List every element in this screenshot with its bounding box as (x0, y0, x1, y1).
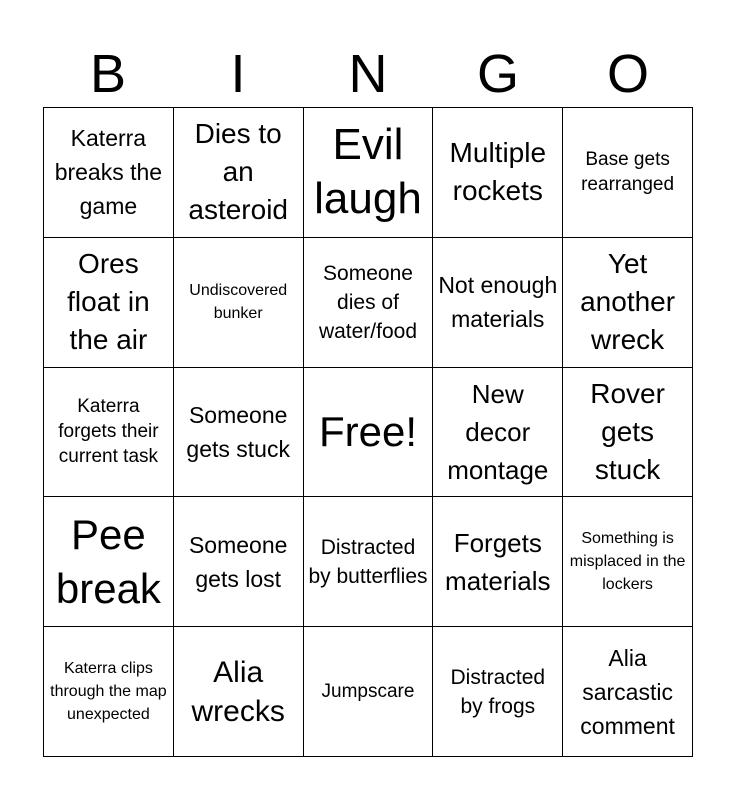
cell-text: Katerra breaks the game (54, 125, 163, 220)
cell-text: Katerra forgets their current task (58, 396, 159, 468)
cell-text: Someone gets lost (188, 531, 288, 592)
cell-text: Ores float in the air (67, 248, 150, 356)
bingo-cell-4-4[interactable] (433, 497, 563, 627)
bingo-cell-2-4[interactable] (433, 238, 563, 368)
bingo-cell-3-4[interactable] (433, 368, 563, 498)
bingo-cell-2-2[interactable] (174, 238, 304, 368)
bingo-cell-5-5[interactable] (563, 627, 693, 757)
header-letter-n: N (348, 44, 388, 104)
cell-text: Someone dies of water/food (318, 261, 418, 343)
cell-text: Pee break (55, 510, 161, 612)
cell-text: Distracted by frogs (450, 665, 546, 718)
cell-text: Someone gets stuck (186, 401, 290, 462)
bingo-cell-2-1[interactable] (44, 238, 174, 368)
bingo-cell-3-2[interactable] (174, 368, 304, 498)
bingo-cell-1-4[interactable] (433, 108, 563, 238)
cell-text: Distracted by butterflies (308, 535, 428, 588)
bingo-cell-5-1[interactable] (44, 627, 174, 757)
bingo-cell-5-4[interactable] (433, 627, 563, 757)
bingo-cell-4-2[interactable] (174, 497, 304, 627)
cell-text: Free! (318, 407, 417, 455)
cell-text: New decor montage (447, 378, 549, 485)
cell-text: Multiple rockets (449, 137, 547, 207)
cell-text: Base gets rearranged (581, 149, 675, 196)
cell-text: Undiscovered bunker (189, 282, 288, 323)
cell-text: Evil laugh (314, 120, 422, 224)
bingo-cell-3-5[interactable] (563, 368, 693, 498)
cell-text: Alia sarcastic comment (580, 644, 675, 739)
bingo-cell-1-3[interactable] (304, 108, 434, 238)
cell-text: Yet another wreck (580, 248, 676, 356)
bingo-cell-3-3[interactable] (304, 368, 434, 498)
cell-text: Jumpscare (321, 681, 415, 703)
bingo-grid (43, 107, 693, 757)
cell-text: Something is misplaced in the lockers (569, 530, 686, 594)
bingo-cell-4-1[interactable] (44, 497, 174, 627)
bingo-cell-1-2[interactable] (174, 108, 304, 238)
header-letter-o: O (606, 44, 649, 104)
bingo-cell-3-1[interactable] (44, 368, 174, 498)
bingo-cell-5-3[interactable] (304, 627, 434, 757)
bingo-cell-1-1[interactable] (44, 108, 174, 238)
cell-text: Rover gets stuck (590, 377, 665, 485)
header-letter-b: B (89, 44, 127, 104)
cell-text: Dies to an asteroid (188, 118, 288, 226)
cell-text: Not enough materials (438, 272, 558, 333)
bingo-cell-4-5[interactable] (563, 497, 693, 627)
bingo-cell-2-3[interactable] (304, 238, 434, 368)
cell-text: Alia wrecks (191, 655, 285, 728)
header-letter-i: I (230, 44, 246, 104)
bingo-cell-2-5[interactable] (563, 238, 693, 368)
bingo-cell-1-5[interactable] (563, 108, 693, 238)
bingo-cell-5-2[interactable] (174, 627, 304, 757)
bingo-cell-4-3[interactable] (304, 497, 434, 627)
header-letter-g: G (476, 44, 519, 104)
bingo-header (43, 44, 693, 104)
cell-text: Katerra clips through the map unexpected (50, 660, 167, 724)
cell-text: Forgets materials (445, 527, 551, 596)
